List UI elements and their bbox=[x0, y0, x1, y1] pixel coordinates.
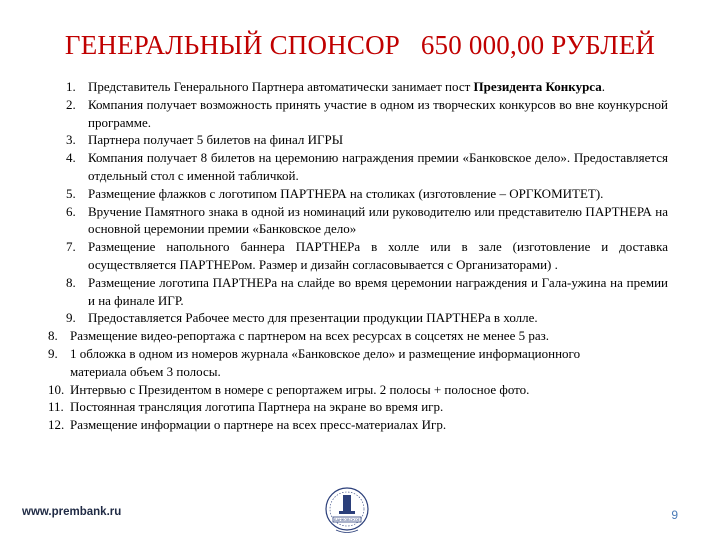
list-item bbox=[48, 309, 668, 327]
item-number: 9. bbox=[66, 310, 76, 326]
item-number: 6. bbox=[66, 203, 76, 219]
svg-text:БАНКОВСКОЕ: БАНКОВСКОЕ bbox=[334, 518, 360, 522]
list-item bbox=[48, 238, 668, 274]
item-text: Интервью с Президентом в номере с репортажем игры. 2 полосы + полосное фото. bbox=[70, 381, 530, 397]
item-text: Постоянная трансляция логотипа Партнера на экране во время игр. bbox=[70, 399, 444, 415]
item-text: Размещение напольного баннера ПАРТНЕРа в холле или в зале (изготовление и доставка осуществляется ПАРТНЕРом. Размер и дизайн согласовывается с Организаторами) . bbox=[88, 239, 668, 272]
list-item bbox=[48, 131, 668, 149]
page-number: 9 bbox=[671, 508, 678, 522]
item-text: Размещение видео-репортажа с партнером на всех ресурсах в соцсетях не менее 5 раз. bbox=[70, 328, 549, 344]
list-item bbox=[48, 185, 668, 203]
sponsor-benefits-list bbox=[48, 78, 668, 434]
list-item bbox=[48, 78, 668, 96]
item-text: Размещение логотипа ПАРТНЕРа на слайде во время церемонии награждения и Гала-ужина на премии и на финале ИГР. bbox=[88, 274, 668, 308]
item-number: 8. bbox=[66, 274, 76, 290]
item-text: Размещение флажков с логотипом ПАРТНЕРА на столиках (изготовление – ОРГКОМИТЕТ). bbox=[88, 185, 604, 201]
item-number: 1. bbox=[66, 79, 76, 94]
item-number: 12. bbox=[48, 417, 65, 433]
list-item bbox=[48, 416, 668, 434]
list-item bbox=[48, 96, 668, 132]
list-item bbox=[48, 149, 668, 185]
item-number: 10. bbox=[48, 381, 65, 397]
list-item bbox=[48, 398, 668, 416]
item-number: 4. bbox=[66, 150, 76, 166]
item-text: Представитель Генерального Партнера автоматически занимает пост Президента Конкурса. bbox=[88, 79, 605, 94]
item-text: Компания получает возможность принять участие в одном из творческих конкурсов во вне коункурсной программе. bbox=[88, 96, 668, 130]
item-number: 8. bbox=[48, 328, 58, 344]
item-text: Компания получает 8 билетов на церемонию награждения премии «Банковское дело». Предоставляется отдельный стол с именной табличкой. bbox=[88, 150, 668, 183]
item-text: 1 обложка в одном из номеров журнала «Банковское дело» и размещение информационного материала объем 3 полосы. bbox=[70, 345, 581, 379]
list-item bbox=[48, 203, 668, 239]
item-text: Вручение Памятного знака в одной из номинаций или руководителю или представителю ПАРТНЕРА на основной церемонии премии «Банковское дело» bbox=[88, 203, 668, 237]
item-number: 11. bbox=[48, 399, 64, 415]
item-text: Предоставляется Рабочее место для презентации продукции ПАРТНЕРа в холле. bbox=[88, 310, 538, 326]
bank-logo-icon bbox=[318, 485, 376, 537]
item-number: 9. bbox=[48, 345, 58, 361]
list-item bbox=[48, 345, 668, 381]
bold-phrase: Президента Конкурса bbox=[473, 79, 602, 94]
item-text: Партнера получает 5 билетов на финал ИГРЫ bbox=[88, 132, 344, 148]
list-item bbox=[48, 327, 668, 345]
item-number: 2. bbox=[66, 96, 76, 112]
slide-title: ГЕНЕРАЛЬНЫЙ СПОНСОР 650 000,00 РУБЛЕЙ bbox=[64, 30, 656, 60]
footer-url[interactable]: www.prembank.ru bbox=[22, 506, 122, 518]
item-number: 7. bbox=[66, 239, 76, 255]
item-text: Размещение информации о партнере на всех пресс-материалах Игр. bbox=[70, 417, 447, 433]
list-item bbox=[48, 274, 668, 310]
list-item bbox=[48, 381, 668, 399]
item-number: 5. bbox=[66, 185, 76, 201]
item-number: 3. bbox=[66, 132, 76, 148]
